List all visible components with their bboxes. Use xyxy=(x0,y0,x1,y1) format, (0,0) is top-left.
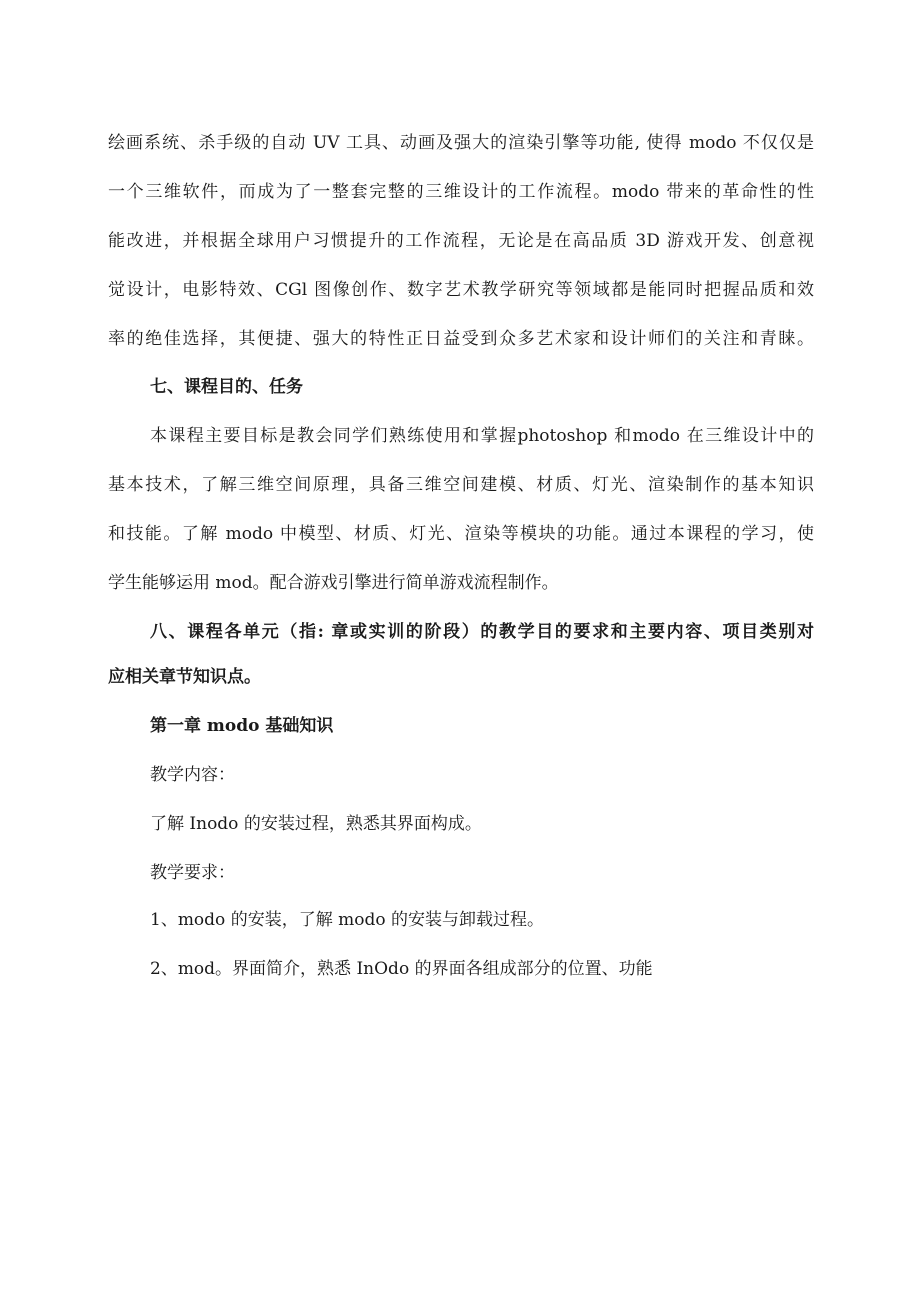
content-label: 教学内容： xyxy=(150,765,235,785)
section-heading-continued: 应相关章节知识点。 xyxy=(108,667,261,687)
paragraph-line: 和技能。了解 modo 中模型、材质、灯光、渲染等模块的功能。通过本课程的学习，使 xyxy=(108,524,814,544)
paragraph-line: 学生能够运用 mod。配合游戏引擎进行简单游戏流程制作。 xyxy=(108,573,559,593)
section-heading: 八、课程各单元（指: 章或实训的阶段）的教学目的要求和主要内容、项目类别对 xyxy=(150,622,814,642)
paragraph-line: 一个三维软件，而成为了一整套完整的三维设计的工作流程。modo 带来的革命性的性 xyxy=(108,182,814,202)
paragraph-line: 能改进，并根据全球用户习惯提升的工作流程，无论是在高品质 3D 游戏开发、创意视 xyxy=(108,231,814,251)
chapter-title: 第一章 modo 基础知识 xyxy=(150,716,334,736)
section-heading: 七、课程目的、任务 xyxy=(150,377,303,397)
requirement-item: 2、mod。界面简介，熟悉 InOdo 的界面各组成部分的位置、功能 xyxy=(150,959,653,979)
content-text: 了解 Inodo 的安装过程，熟悉其界面构成。 xyxy=(150,814,482,834)
requirement-item: 1、modo 的安装，了解 modo 的安装与卸载过程。 xyxy=(150,910,544,930)
paragraph-line: 率的绝佳选择，其便捷、强大的特性正日益受到众多艺术家和设计师们的关注和青睐。 xyxy=(108,329,814,349)
paragraph-line: 觉设计，电影特效、CGl 图像创作、数字艺术教学研究等领域都是能同时把握品质和效 xyxy=(108,280,814,300)
requirements-label: 教学要求： xyxy=(150,863,235,883)
paragraph-line: 本课程主要目标是教会同学们熟练使用和掌握photoshop 和modo 在三维设计中的 xyxy=(150,426,814,446)
paragraph-line: 基本技术，了解三维空间原理，具备三维空间建模、材质、灯光、渲染制作的基本知识 xyxy=(108,475,814,495)
paragraph-line: 绘画系统、杀手级的自动 UV 工具、动画及强大的渲染引擎等功能, 使得 modo 不仅仅是 xyxy=(108,133,814,153)
